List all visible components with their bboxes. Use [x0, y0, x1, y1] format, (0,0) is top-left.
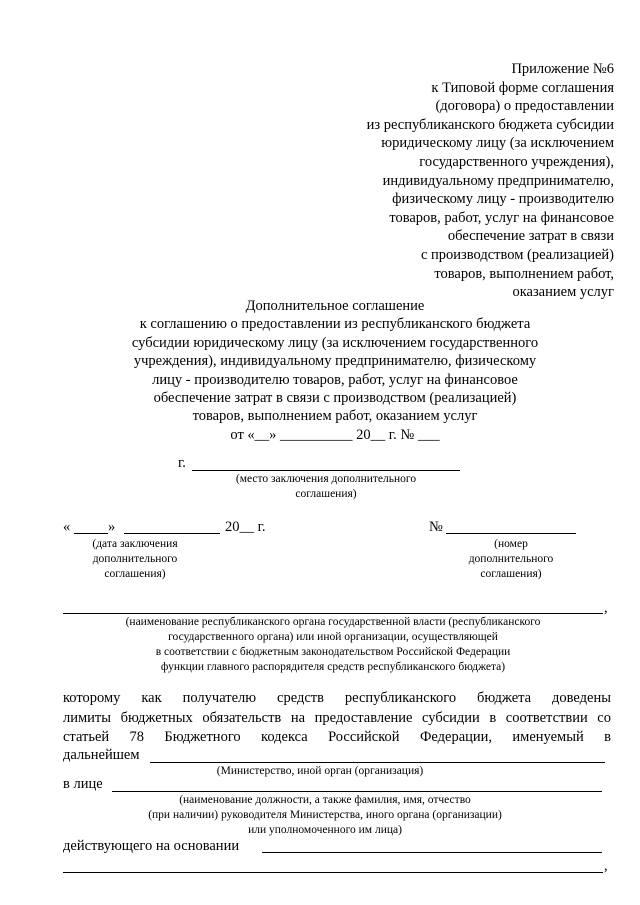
place-caption-line: (место заключения дополнительного — [235, 473, 417, 485]
place-field-line[interactable] — [192, 470, 460, 471]
body-word: 78 — [129, 729, 145, 745]
body-word: лимиты — [63, 709, 112, 726]
appendix-line: государственного учреждения), — [419, 153, 614, 170]
agreement-date-number-line: от «__» __________ 20__ г. № ___ — [230, 426, 440, 443]
organ-caption-line: функции главного распорядителя средств республиканского бюджета) — [160, 661, 506, 673]
in-person-label: в лице — [63, 776, 103, 792]
body-word: статьей — [63, 729, 110, 745]
agreement-title-line: к соглашению о предоставлении из республиканского бюджета — [139, 316, 531, 333]
date-caption-line: соглашения) — [104, 568, 166, 580]
person-field-line[interactable] — [112, 791, 602, 792]
date-caption-line: дополнительного — [92, 553, 178, 565]
acting-on-basis-label: действующего на основании — [63, 838, 240, 854]
body-line-3 — [63, 728, 611, 748]
date-year: 20__ г. — [225, 519, 266, 535]
basis-field-line[interactable] — [262, 852, 602, 853]
appendix-line: к Типовой форме соглашения — [431, 79, 614, 96]
appendix-line: обеспечение затрат в связи — [447, 228, 614, 245]
appendix-line: с производством (реализацией) — [420, 246, 614, 263]
body-word: со — [597, 709, 611, 726]
place-caption — [192, 472, 460, 502]
ministry-caption: (Министерство, иной орган (организация) — [216, 765, 424, 777]
body-word: на — [290, 709, 306, 726]
body-word: обязательств — [202, 709, 282, 726]
date-caption-line: (дата заключения — [92, 538, 178, 550]
date-day-field-line[interactable] — [74, 533, 108, 534]
date-close-quote: » — [108, 519, 116, 535]
person-caption — [90, 793, 560, 838]
appendix-line: Приложение №6 — [511, 61, 614, 77]
number-prefix: № — [429, 519, 443, 535]
agreement-title-line: лицу - производителю товаров, работ, услуг на финансовое — [152, 371, 518, 388]
body-line-2 — [63, 709, 611, 729]
number-caption-line: дополнительного — [468, 553, 554, 565]
number-field-line[interactable] — [446, 533, 576, 534]
body-word: кодекса — [261, 729, 308, 745]
agreement-title-line: Дополнительное соглашение — [245, 298, 425, 314]
agreement-title-line: товаров, выполнением работ, оказанием услуг — [192, 408, 478, 425]
number-caption-line: (номер — [494, 538, 528, 550]
appendix-line: оказанием услуг — [512, 284, 614, 301]
organ-trailing-comma: , — [604, 600, 608, 616]
number-caption-line: соглашения) — [480, 568, 542, 580]
appendix-line: из республиканского бюджета субсидии — [366, 116, 614, 133]
date-month-field-line[interactable] — [124, 533, 220, 534]
ministry-field-line[interactable] — [150, 762, 605, 763]
number-caption — [446, 537, 576, 582]
body-word: Федерации, — [419, 729, 493, 745]
body-word: средств — [277, 690, 324, 706]
in-further-label: дальнейшем — [63, 747, 140, 763]
appendix-line: физическому лицу - производителю — [392, 191, 614, 208]
body-word: Бюджетного — [164, 729, 241, 745]
agreement-title-line: обеспечение затрат в связи с производством (реализацией) — [153, 390, 517, 407]
body-paragraph — [63, 689, 611, 748]
body-word: получателю — [182, 690, 257, 706]
appendix-line: товаров, выполнением работ, — [434, 265, 614, 282]
organ-caption — [63, 615, 603, 675]
person-caption-line: (при наличии) руководителя Министерства, иного органа (организации) — [148, 809, 502, 821]
body-word: бюджетных — [120, 709, 193, 726]
organ-caption-line: государственного органа) или иной организации, осуществляющей — [168, 631, 498, 643]
body-line-1 — [63, 689, 611, 709]
body-word: республиканского — [344, 690, 457, 706]
place-caption-line: соглашения) — [295, 488, 357, 500]
place-prefix: г. — [178, 455, 186, 471]
appendix-line: товаров, работ, услуг на финансовое — [389, 209, 614, 226]
body-word: доведены — [552, 690, 611, 706]
appendix-header — [300, 60, 614, 302]
agreement-title — [60, 297, 610, 444]
body-word: предоставление — [314, 709, 413, 726]
agreement-title-line: учреждения), индивидуальному предпринимателю, физическому — [133, 353, 537, 370]
body-word: в — [489, 709, 497, 726]
agreement-title-line: субсидии юридическому лицу (за исключением государственного — [131, 334, 539, 351]
basis-continuation-line[interactable] — [63, 872, 603, 873]
appendix-line: юридическому лицу (за исключением — [381, 135, 614, 152]
appendix-line: (договора) о предоставлении — [435, 98, 614, 115]
body-word: субсидии — [422, 709, 480, 726]
organ-caption-line: (наименование республиканского органа государственной власти (республиканского — [125, 616, 541, 628]
body-word: соответствии — [505, 709, 588, 726]
body-word: бюджета — [477, 690, 532, 706]
person-caption-line: или уполномоченного им лица) — [248, 824, 402, 836]
body-word: именуемый — [512, 729, 584, 745]
date-caption — [70, 537, 200, 582]
appendix-line: индивидуальному предпринимателю, — [382, 172, 614, 189]
person-caption-line: (наименование должности, а также фамилия, имя, отчество — [179, 794, 471, 806]
organ-field-line[interactable] — [63, 613, 603, 614]
basis-trailing-comma: , — [604, 858, 608, 874]
body-word: Российской — [328, 729, 400, 745]
body-word: в — [604, 729, 611, 745]
organ-caption-line: в соответствии с бюджетным законодательством Российской Федерации — [155, 646, 511, 658]
body-word: как — [141, 690, 162, 706]
body-word: которому — [63, 690, 121, 706]
date-open-quote: « — [63, 519, 71, 535]
